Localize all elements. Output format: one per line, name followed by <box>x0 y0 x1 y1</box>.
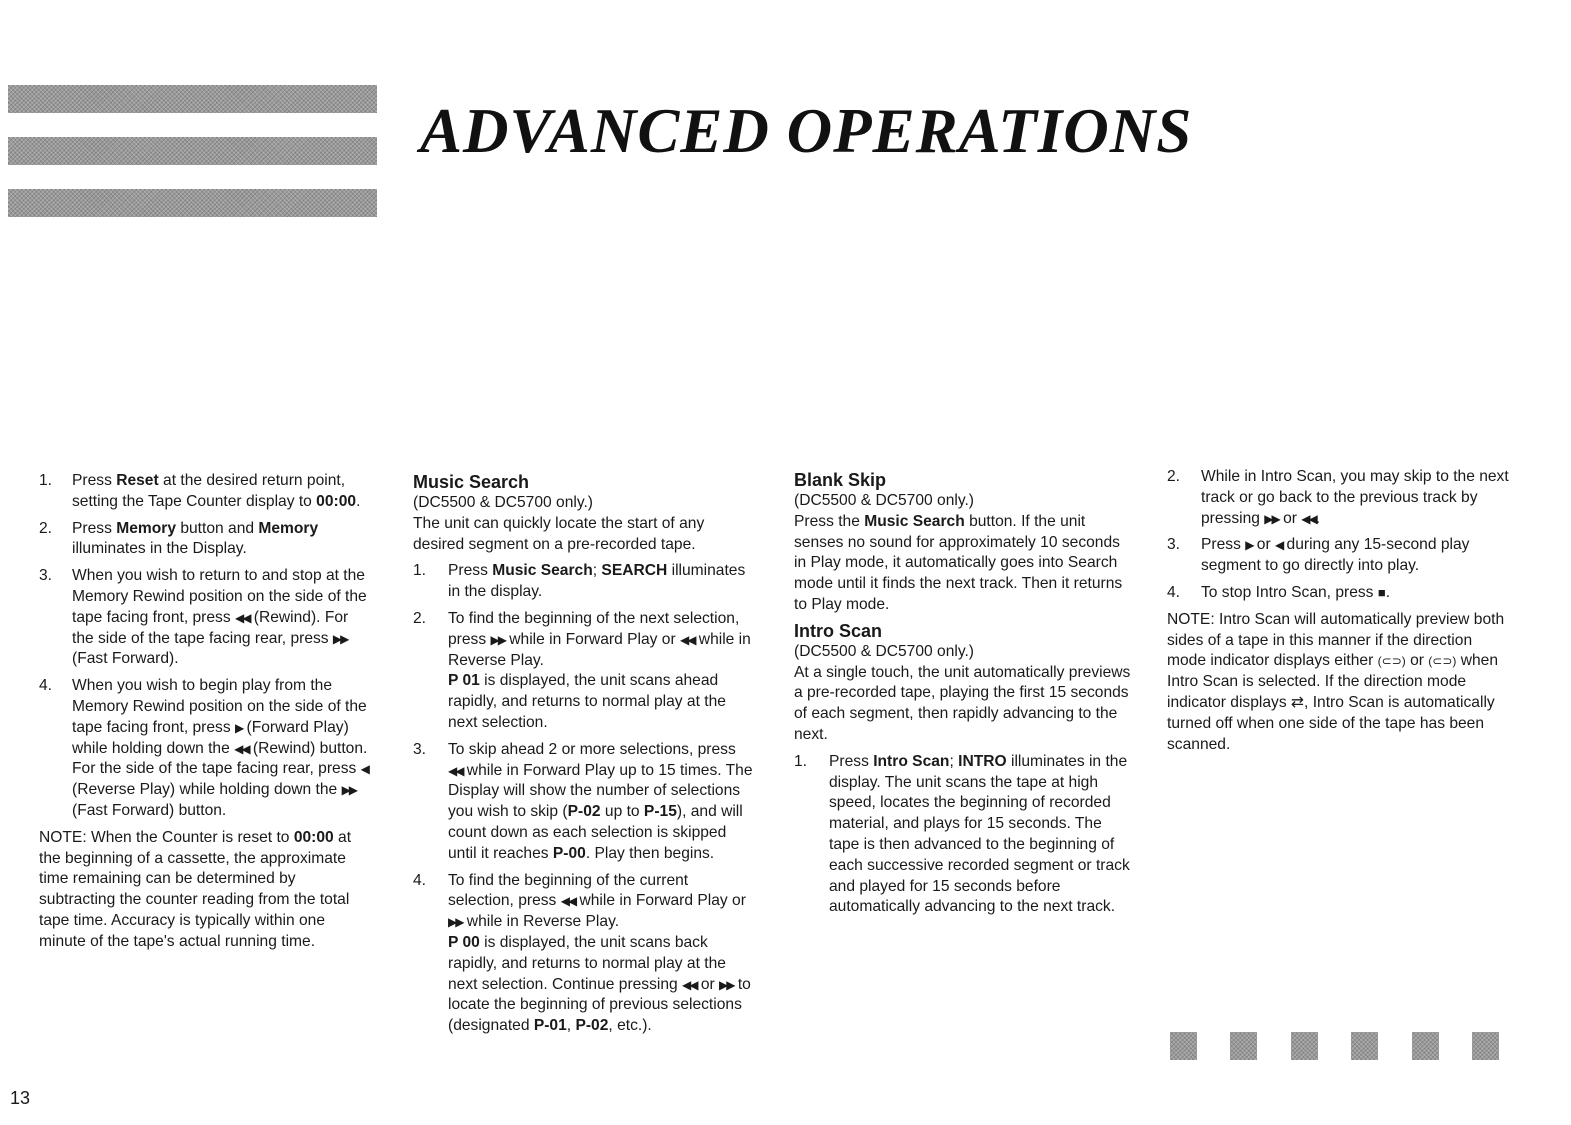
list-item <box>794 752 1134 918</box>
text: NOTE: Intro Scan will automatically preview both sides of a tape in this manner if the direction mode indicator displays either <box>1167 610 1505 670</box>
bold-text: 00:00 <box>293 828 334 846</box>
bold-text: 00:00 <box>316 492 357 510</box>
intro-scan-steps <box>794 752 1134 918</box>
intro-scan-note <box>1167 610 1512 756</box>
column-blank-skip-intro-scan <box>794 469 1134 924</box>
decorative-square <box>1170 1032 1197 1060</box>
section-intro: The unit can quickly locate the start of any desired segment on a pre-recorded tape. <box>413 514 705 553</box>
bold-text: P-02 <box>575 1017 609 1035</box>
list-item <box>1167 467 1512 529</box>
bold-text: Reset <box>116 472 159 489</box>
bold-text: P-00 <box>552 844 586 862</box>
item-number: 2. <box>39 519 53 537</box>
text: or <box>696 975 720 993</box>
text: (Rewind) button. For the side of the tape facing rear, press <box>72 739 368 778</box>
item-number: 1. <box>39 472 53 489</box>
decorative-square <box>1291 1032 1318 1060</box>
section-heading-blank-skip: Blank Skip <box>794 470 887 490</box>
text: at the beginning of a cassette, the approximate time remaining can be determined by subtracting the counter reading from the total tape time. Accuracy is typically within one minute of the tape's actual running time. <box>39 828 352 950</box>
text: To find the beginning of the current selection, press <box>448 871 689 910</box>
list-item <box>413 740 753 865</box>
play-icon: ▶ <box>234 720 243 735</box>
stop-icon: ■ <box>1377 584 1386 600</box>
bold-text: Music Search <box>864 512 965 530</box>
text: (Fast Forward). <box>72 650 179 668</box>
column-memory <box>39 471 374 953</box>
bold-text: Memory <box>116 519 176 537</box>
intro-scan-steps-continued <box>1167 467 1512 604</box>
fast-forward-icon: ▶▶ <box>332 631 348 646</box>
list-item <box>39 471 374 513</box>
item-number: 4. <box>413 871 427 889</box>
text: When you wish to begin play from the Memory Rewind position on the side of the tape facing front, press <box>72 677 367 736</box>
rewind-icon: ◀◀ <box>1301 511 1316 526</box>
fast-forward-icon: ▶▶ <box>719 977 734 992</box>
reverse-play-icon: ◀ <box>360 762 368 777</box>
text: or <box>1278 509 1302 527</box>
decorative-square <box>1412 1032 1439 1060</box>
blank-skip-body <box>794 512 1134 616</box>
list-item <box>1167 583 1512 604</box>
text: (Fast Forward) button. <box>72 801 227 819</box>
text: NOTE: When the Counter is reset to <box>39 828 294 846</box>
text: while in Reverse Play. <box>462 913 620 931</box>
section-heading-music-search: Music Search <box>413 472 530 492</box>
item-number: 4. <box>1167 583 1181 601</box>
text: . Play then begins. <box>585 844 715 862</box>
text: during any 15-second play segment to go directly into play. <box>1201 536 1470 575</box>
decorative-squares <box>1170 1032 1500 1060</box>
text: while in Forward Play or <box>504 630 680 648</box>
text: Press <box>829 752 874 770</box>
bold-text: Music Search <box>492 562 593 580</box>
stripe-bar-bottom <box>8 189 377 217</box>
text: To find the beginning of the next selection, press <box>448 609 740 648</box>
text: ; <box>949 752 959 770</box>
list-item <box>39 519 374 561</box>
section-models: (DC5500 & DC5700 only.) <box>794 492 974 509</box>
fast-forward-icon: ▶▶ <box>490 632 505 647</box>
fast-forward-icon: ▶▶ <box>1264 511 1279 526</box>
item-number: 3. <box>1167 536 1181 554</box>
section-models: (DC5500 & DC5700 only.) <box>794 642 974 660</box>
item-number: 3. <box>413 740 427 758</box>
bold-text: P-01 <box>533 1017 567 1035</box>
memory-steps <box>39 471 374 822</box>
rewind-icon: ◀◀ <box>234 741 249 756</box>
section-heading-intro-scan: Intro Scan <box>794 620 883 641</box>
text: , <box>566 1017 576 1035</box>
bold-text: SEARCH <box>601 562 668 580</box>
text: Press the <box>794 512 865 530</box>
item-number: 1. <box>413 562 427 580</box>
text: (Rewind). For the side of the tape facing rear, press <box>72 608 349 647</box>
stripe-bar-middle <box>8 137 377 165</box>
bold-text: P 01 <box>448 672 480 690</box>
text: To skip ahead 2 or more selections, press <box>448 740 736 758</box>
text: When you wish to return to and stop at the Memory Rewind position on the side of the tape facing front, press <box>72 567 367 626</box>
music-search-steps <box>413 561 753 1037</box>
item-number: 2. <box>413 609 427 627</box>
text: up to <box>600 803 644 821</box>
text: , etc.). <box>608 1017 652 1035</box>
text: while in Forward Play or <box>575 892 746 910</box>
section-intro: At a single touch, the unit automatically previews a pre-recorded tape, playing the first 15 seconds of each segment, then rapidly advancing to the next. <box>794 663 1131 743</box>
decorative-square <box>1472 1032 1499 1060</box>
fast-forward-icon: ▶▶ <box>341 783 357 798</box>
list-item <box>413 871 753 1037</box>
column-intro-scan-continued <box>1167 467 1512 755</box>
rewind-icon: ◀◀ <box>234 610 250 625</box>
bold-text: P-15 <box>643 803 677 821</box>
decorative-square <box>1230 1032 1257 1060</box>
section-models: (DC5500 & DC5700 only.) <box>413 494 593 511</box>
text: illuminates in the display. <box>448 562 746 601</box>
direction-mode-icon: (⊂⊃) <box>1428 654 1457 669</box>
text: while in Forward Play up to 15 times. The Display will show the number of selections you wish to skip ( <box>448 761 753 821</box>
item-number: 1. <box>794 752 808 770</box>
text: To stop Intro Scan, press <box>1201 583 1378 601</box>
text: is displayed, the unit scans back rapidly, and returns to normal play at the next selection. Continue pressing <box>448 933 726 993</box>
text: (Reverse Play) while holding down the <box>72 781 342 799</box>
text: ), and will count down as each selection is skipped until it reaches <box>448 803 743 862</box>
list-item <box>1167 535 1512 577</box>
text: button and <box>176 519 259 537</box>
counter-note <box>39 828 374 953</box>
bold-text: Intro Scan <box>873 752 950 770</box>
text: to locate the beginning of previous selections (designated <box>448 975 751 1035</box>
stripe-bar-top <box>8 85 377 113</box>
one-side-mode-icon: ⇄ <box>1290 693 1305 711</box>
rewind-icon: ◀◀ <box>448 763 463 778</box>
text: while in Reverse Play. <box>448 630 751 669</box>
text: . <box>356 492 361 510</box>
text: , Intro Scan is automatically turned off when one side of the tape has been scanned. <box>1167 693 1495 753</box>
text: Press <box>72 472 117 489</box>
text: Press <box>448 562 493 580</box>
text: is displayed, the unit scans ahead rapidly, and returns to normal play at the next selection. <box>448 672 726 731</box>
fast-forward-icon: ▶▶ <box>448 915 463 930</box>
text: ; <box>592 562 602 580</box>
text: at the desired return point, setting the Tape Counter display to <box>72 472 346 510</box>
text: button. If the unit senses no sound for approximately 10 seconds in Play mode, it automatically goes into Search mode until it finds the next track. Then it returns to Play mode. <box>794 512 1123 613</box>
column-music-search <box>413 471 753 1043</box>
text: Press <box>72 519 117 537</box>
list-item <box>39 566 374 670</box>
item-number: 3. <box>39 567 53 585</box>
page-title: ADVANCED OPERATIONS <box>420 96 1193 166</box>
item-number: 4. <box>39 677 53 695</box>
list-item <box>413 609 753 734</box>
bold-text: INTRO <box>958 752 1007 770</box>
list-item <box>39 676 374 822</box>
text: or <box>1252 536 1275 554</box>
bold-text: P 00 <box>448 933 480 951</box>
bold-text: Memory <box>258 519 319 537</box>
text: when Intro Scan is selected. If the direction mode indicator displays <box>1167 652 1499 711</box>
play-icon: ▶ <box>1245 538 1253 553</box>
text: illuminates in the Display. <box>72 540 247 558</box>
decorative-square <box>1351 1032 1378 1060</box>
direction-mode-icon: (⊂⊃) <box>1377 654 1406 669</box>
page-number: 13 <box>10 1088 31 1108</box>
reverse-play-icon: ◀ <box>1274 538 1283 553</box>
text: illuminates in the display. The unit scans the tape at high speed, locates the beginning of recorded material, and plays for 15 seconds. The tape is then advanced to the beginning of each successive recorded segment or track and played for 15 seconds before automatically advancing to the next track. <box>829 752 1130 916</box>
text: (Forward Play) while holding down the <box>72 718 349 757</box>
text: . <box>1385 583 1391 601</box>
list-item <box>413 561 753 603</box>
text: While in Intro Scan, you may skip to the next track or go back to the previous track by pressing <box>1201 468 1509 527</box>
item-number: 2. <box>1167 468 1181 485</box>
text: Press <box>1201 536 1246 554</box>
rewind-icon: ◀◀ <box>682 977 697 992</box>
text: or <box>1405 652 1429 670</box>
rewind-icon: ◀◀ <box>680 632 695 647</box>
text: . <box>1315 509 1321 527</box>
rewind-icon: ◀◀ <box>560 894 576 909</box>
bold-text: P-02 <box>567 803 601 821</box>
